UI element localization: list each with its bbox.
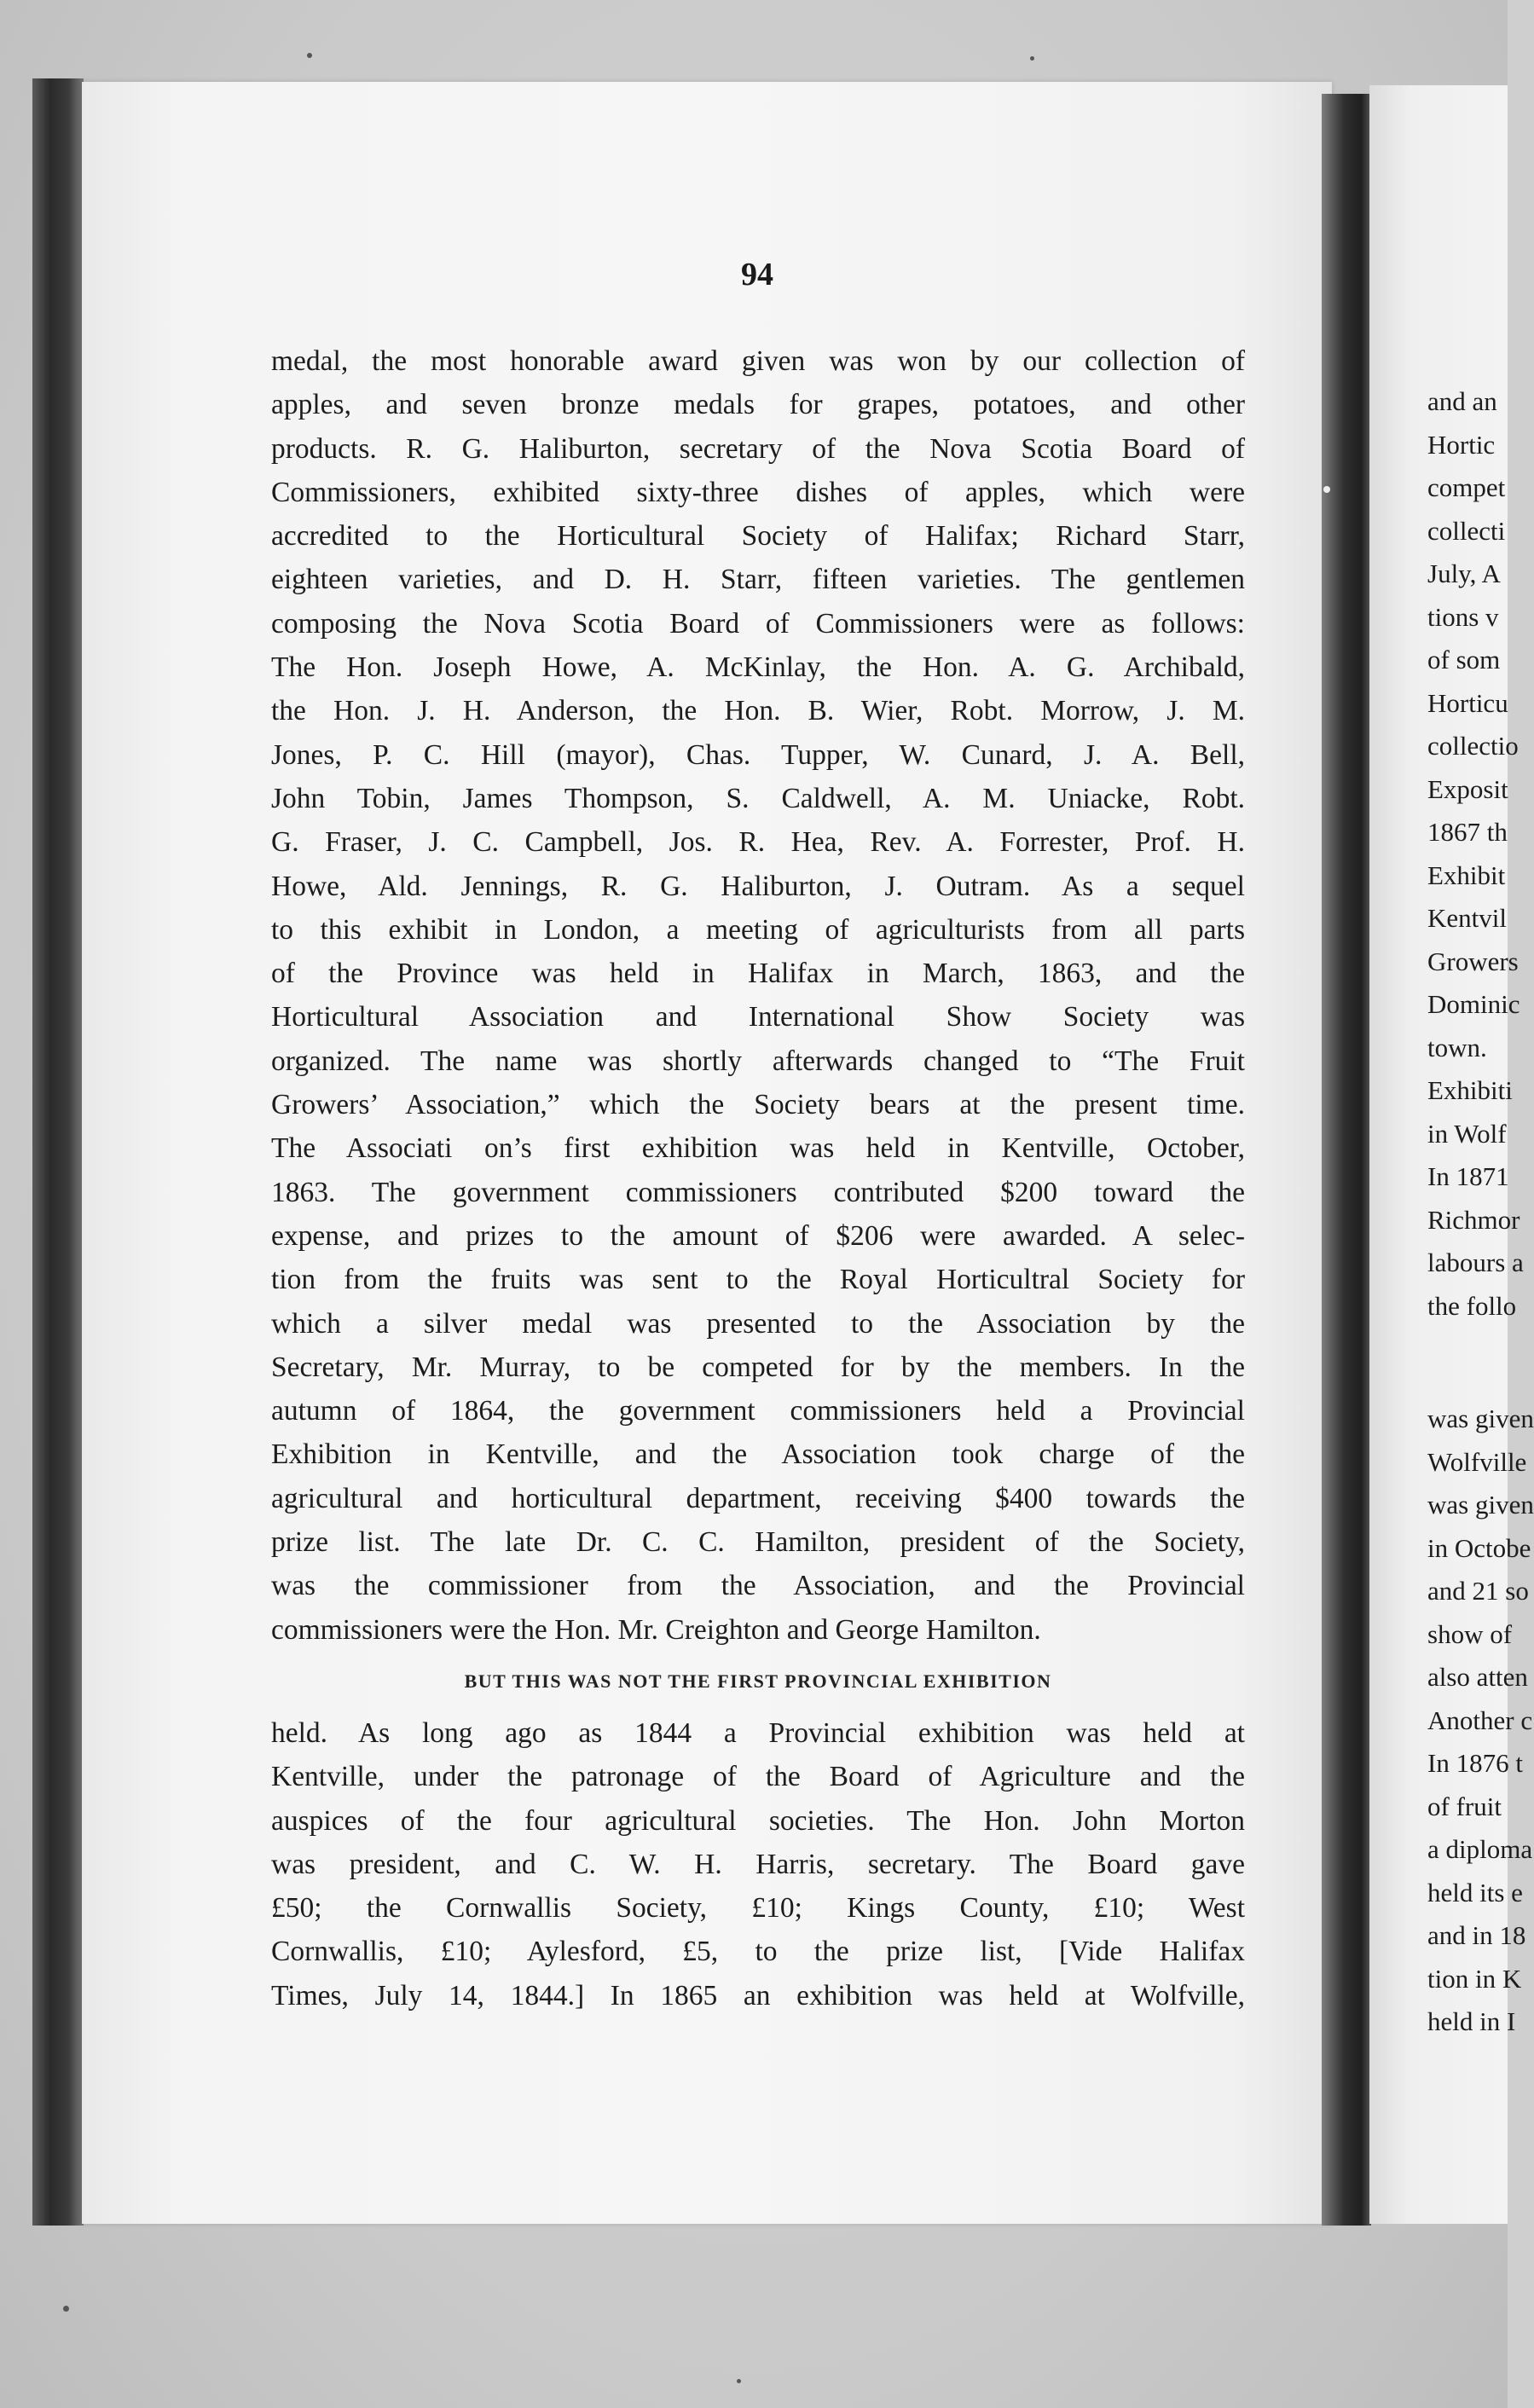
- text-line: Times, July 14, 1844.] In 1865 an exhibition was held at Wolfville,: [271, 1979, 1245, 2011]
- text-line: held. As long ago as 1844 a Provincial exhibition was held at: [271, 1716, 1245, 1749]
- facing-page-text: [1427, 380, 1534, 2044]
- facing-page-part-2: [1427, 1398, 1534, 2044]
- facing-text-line: collectio: [1427, 731, 1519, 761]
- text-line: accredited to the Horticultural Society of Halifax; Richard Starr,: [271, 520, 1245, 553]
- dust-speck: [1323, 486, 1330, 493]
- facing-text-line: and an: [1427, 386, 1497, 416]
- facing-text-line: a diploma: [1427, 1834, 1533, 1864]
- text-line: expense, and prizes to the amount of $206 were awarded. A selec-: [271, 1219, 1245, 1252]
- facing-text-line: Hortic: [1427, 429, 1496, 460]
- facing-text-line: 1867 th: [1427, 817, 1508, 847]
- dust-speck: [737, 2379, 741, 2383]
- dust-speck: [307, 53, 312, 58]
- text-line: was president, and C. W. H. Harris, secretary. The Board gave: [271, 1848, 1245, 1880]
- text-line: the Hon. J. H. Anderson, the Hon. B. Wier, Robt. Morrow, J. M.: [271, 695, 1245, 727]
- text-line: auspices of the four agricultural societies. The Hon. John Morton: [271, 1804, 1245, 1837]
- text-line: Horticultural Association and International Show Society was: [271, 1001, 1245, 1033]
- text-line: Growers’ Association,” which the Society bears at the present time.: [271, 1089, 1245, 1121]
- facing-text-line: Dominic: [1427, 989, 1520, 1019]
- dust-speck: [63, 2306, 69, 2312]
- facing-text-line: also atten: [1427, 1662, 1528, 1692]
- text-line: £50; the Cornwallis Society, £10; Kings County, £10; West: [271, 1892, 1245, 1925]
- text-line: medal, the most honorable award given was won by our collection of: [271, 345, 1245, 377]
- text-line: commissioners were the Hon. Mr. Creighton and George Hamilton.: [271, 1613, 1041, 1646]
- text-line: eighteen varieties, and D. H. Starr, fifteen varieties. The gentlemen: [271, 564, 1245, 596]
- facing-text-line: of som: [1427, 645, 1501, 674]
- text-line: which a silver medal was presented to the Association by the: [271, 1307, 1245, 1340]
- book-binding-edge: [32, 78, 84, 2226]
- text-line: The Associati on’s first exhibition was held in Kentville, October,: [271, 1132, 1245, 1165]
- facing-text-line: of fruit: [1427, 1791, 1502, 1821]
- paragraph-part-1: [271, 339, 1245, 1652]
- facing-text-line: July, A: [1427, 559, 1501, 588]
- page-number: 94: [741, 257, 773, 292]
- text-line: was the commissioner from the Association, and the Provincial: [271, 1570, 1245, 1602]
- facing-text-line: collecti: [1427, 515, 1506, 546]
- facing-text-line: was given: [1427, 1404, 1534, 1433]
- facing-text-line: the follo: [1427, 1290, 1517, 1321]
- text-line: Exhibition in Kentville, and the Association took charge of the: [271, 1438, 1245, 1471]
- facing-text-line: held in I: [1427, 2006, 1516, 2036]
- text-line: prize list. The late Dr. C. C. Hamilton, president of the Society,: [271, 1526, 1245, 1559]
- text-line: to this exhibit in London, a meeting of agriculturists from all parts: [271, 913, 1245, 946]
- facing-text-line: In 1876 t: [1427, 1748, 1523, 1778]
- facing-text-line: Exhibiti: [1427, 1075, 1513, 1105]
- facing-text-line: was given: [1427, 1490, 1534, 1519]
- paragraph-part-2: [271, 1711, 1245, 2017]
- facing-text-line: Another c: [1427, 1705, 1533, 1735]
- text-line: composing the Nova Scotia Board of Commissioners were as follows:: [271, 607, 1245, 640]
- text-line: Commissioners, exhibited sixty-three dishes of apples, which were: [271, 476, 1245, 508]
- text-line: agricultural and horticultural department, receiving $400 towards the: [271, 1482, 1245, 1514]
- facing-text-line: Kentvil: [1427, 903, 1507, 933]
- facing-text-line: labours a: [1427, 1247, 1524, 1277]
- facing-text-line: tions v: [1427, 601, 1499, 632]
- page-body: [271, 339, 1245, 2017]
- facing-page-gap: [1427, 1328, 1513, 1398]
- text-line: apples, and seven bronze medals for grapes, potatoes, and other: [271, 389, 1245, 421]
- facing-text-line: Exposit: [1427, 773, 1508, 804]
- facing-text-line: and 21 so: [1427, 1576, 1529, 1606]
- facing-text-line: in Octobe: [1427, 1532, 1531, 1563]
- facing-text-line: town.: [1427, 1032, 1487, 1062]
- facing-page-part-1: [1427, 380, 1524, 1328]
- facing-text-line: Growers: [1427, 946, 1519, 976]
- text-line: tion from the fruits was sent to the Royal Horticultral Society for: [271, 1264, 1245, 1296]
- text-line: Secretary, Mr. Murray, to be competed for by the members. In the: [271, 1351, 1245, 1383]
- text-line: Jones, P. C. Hill (mayor), Chas. Tupper, W. Cunard, J. A. Bell,: [271, 738, 1245, 771]
- text-line: autumn of 1864, the government commissioners held a Provincial: [271, 1395, 1245, 1427]
- facing-text-line: in Wolf: [1427, 1118, 1507, 1149]
- section-heading: BUT THIS WAS NOT THE FIRST PROVINCIAL EXHIBITION: [464, 1670, 1052, 1692]
- dust-speck: [1030, 56, 1034, 61]
- facing-text-line: In 1871: [1427, 1161, 1509, 1191]
- facing-text-line: Richmor: [1427, 1204, 1520, 1235]
- facing-text-line: Exhibit: [1427, 860, 1506, 890]
- facing-text-line: held its e: [1427, 1877, 1523, 1907]
- text-line: Cornwallis, £10; Aylesford, £5, to the prize list, [Vide Halifax: [271, 1936, 1245, 1968]
- facing-text-line: Wolfville: [1427, 1446, 1527, 1477]
- text-line: John Tobin, James Thompson, S. Caldwell, A. M. Uniacke, Robt.: [271, 782, 1245, 814]
- text-line: Howe, Ald. Jennings, R. G. Haliburton, J. Outram. As a sequel: [271, 870, 1245, 902]
- text-line: organized. The name was shortly afterwards changed to “The Fruit: [271, 1045, 1245, 1077]
- facing-text-line: tion in K: [1427, 1963, 1522, 1994]
- text-line: 1863. The government commissioners contributed $200 toward the: [271, 1176, 1245, 1208]
- book-gutter: [1322, 94, 1371, 2226]
- text-line: G. Fraser, J. C. Campbell, Jos. R. Hea, Rev. A. Forrester, Prof. H.: [271, 826, 1245, 859]
- text-line: products. R. G. Haliburton, secretary of the Nova Scotia Board of: [271, 432, 1245, 465]
- facing-text-line: compet: [1427, 472, 1506, 502]
- facing-text-line: show of: [1427, 1618, 1513, 1649]
- facing-text-line: and in 18: [1427, 1920, 1526, 1950]
- text-line: of the Province was held in Halifax in March, 1863, and the: [271, 958, 1245, 990]
- facing-text-line: Horticu: [1427, 687, 1508, 718]
- text-line: The Hon. Joseph Howe, A. McKinlay, the Hon. A. G. Archibald,: [271, 651, 1245, 684]
- text-line: Kentville, under the patronage of the Board of Agriculture and the: [271, 1761, 1245, 1793]
